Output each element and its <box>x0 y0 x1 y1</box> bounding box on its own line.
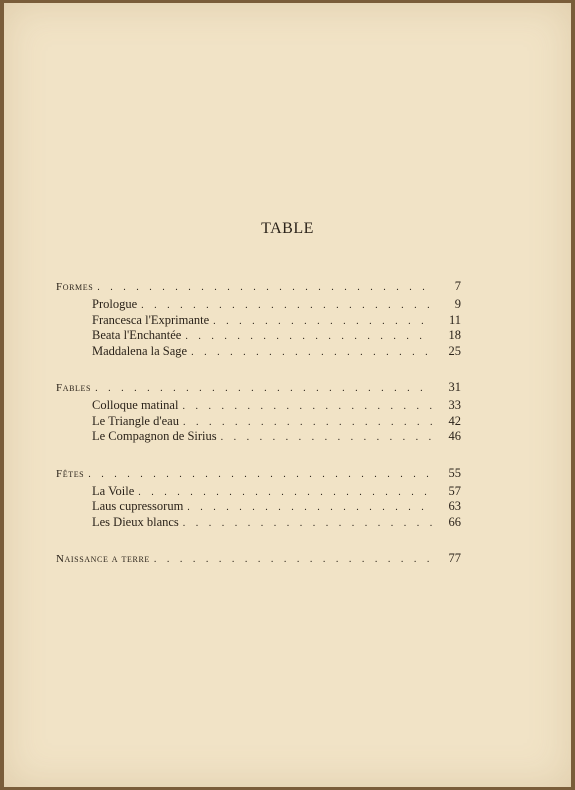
toc-entry-label: Fêtes <box>56 467 85 480</box>
dot-leader <box>88 464 433 486</box>
dot-leader <box>97 277 433 299</box>
toc-entry-label: Naissance a terre <box>56 553 150 565</box>
toc-entry-sub <box>56 313 461 329</box>
toc-entry-label: Colloque matinal <box>92 398 179 412</box>
dot-leader <box>138 485 433 501</box>
toc-entry-label: Laus cupressorum <box>92 499 184 513</box>
toc-entry-main <box>56 275 461 297</box>
table-of-contents <box>56 275 461 586</box>
toc-entry-sub <box>56 429 461 445</box>
toc-entry-sub <box>56 328 461 344</box>
dot-leader <box>141 298 433 314</box>
dot-leader <box>221 430 433 446</box>
toc-page-number: 57 <box>448 483 461 498</box>
toc-section-fables <box>56 376 461 445</box>
toc-page-number: 46 <box>448 429 461 443</box>
toc-entry-sub <box>56 515 461 531</box>
dot-leader <box>185 329 433 345</box>
toc-page-number: 33 <box>448 398 461 412</box>
dot-leader <box>183 516 433 532</box>
dot-leader <box>213 314 433 330</box>
book-page <box>4 3 571 787</box>
toc-entry-main <box>56 376 461 398</box>
toc-section-fetes <box>56 462 461 531</box>
toc-entry-main <box>56 462 461 484</box>
toc-page-number: 18 <box>448 328 461 342</box>
page-title: TABLE <box>261 220 314 237</box>
toc-page-number: 55 <box>448 465 461 480</box>
toc-entry-label: Le Compagnon de Sirius <box>92 429 217 443</box>
toc-section-formes <box>56 275 461 359</box>
dot-leader <box>154 549 433 571</box>
dot-leader <box>187 500 433 516</box>
toc-page-number: 25 <box>448 343 461 358</box>
toc-entry-sub <box>56 499 461 515</box>
dot-leader <box>183 415 433 431</box>
dot-leader <box>182 399 433 415</box>
toc-page-number: 42 <box>448 413 461 428</box>
toc-entry-sub <box>56 398 461 414</box>
toc-entry-label: La Voile <box>92 483 135 498</box>
toc-entry-label: Fables <box>56 382 92 394</box>
toc-entry-label: Le Triangle d'eau <box>92 413 179 428</box>
toc-page-number: 9 <box>454 297 461 311</box>
toc-entry-label: Maddalena la Sage <box>92 343 188 358</box>
toc-page-number: 11 <box>448 312 461 327</box>
toc-entry-sub <box>56 344 461 360</box>
toc-page-number: 31 <box>448 380 461 394</box>
dot-leader <box>191 345 433 361</box>
toc-entry-sub <box>56 414 461 430</box>
toc-page-number: 66 <box>448 514 461 529</box>
toc-section-naissance <box>56 547 461 569</box>
toc-entry-label: Francesca l'Exprimante <box>92 312 210 327</box>
toc-entry-label: Prologue <box>92 297 138 311</box>
toc-entry-label: Formes <box>56 281 94 293</box>
toc-page-number: 63 <box>448 499 461 513</box>
toc-entry-sub <box>56 484 461 500</box>
dot-leader <box>95 378 433 400</box>
toc-page-number: 7 <box>454 279 461 293</box>
toc-entry-label: Les Dieux blancs <box>92 514 179 529</box>
toc-entry-main <box>56 547 461 569</box>
toc-entry-label: Beata l'Enchantée <box>92 328 182 342</box>
toc-page-number: 77 <box>448 551 461 565</box>
toc-entry-sub <box>56 297 461 313</box>
